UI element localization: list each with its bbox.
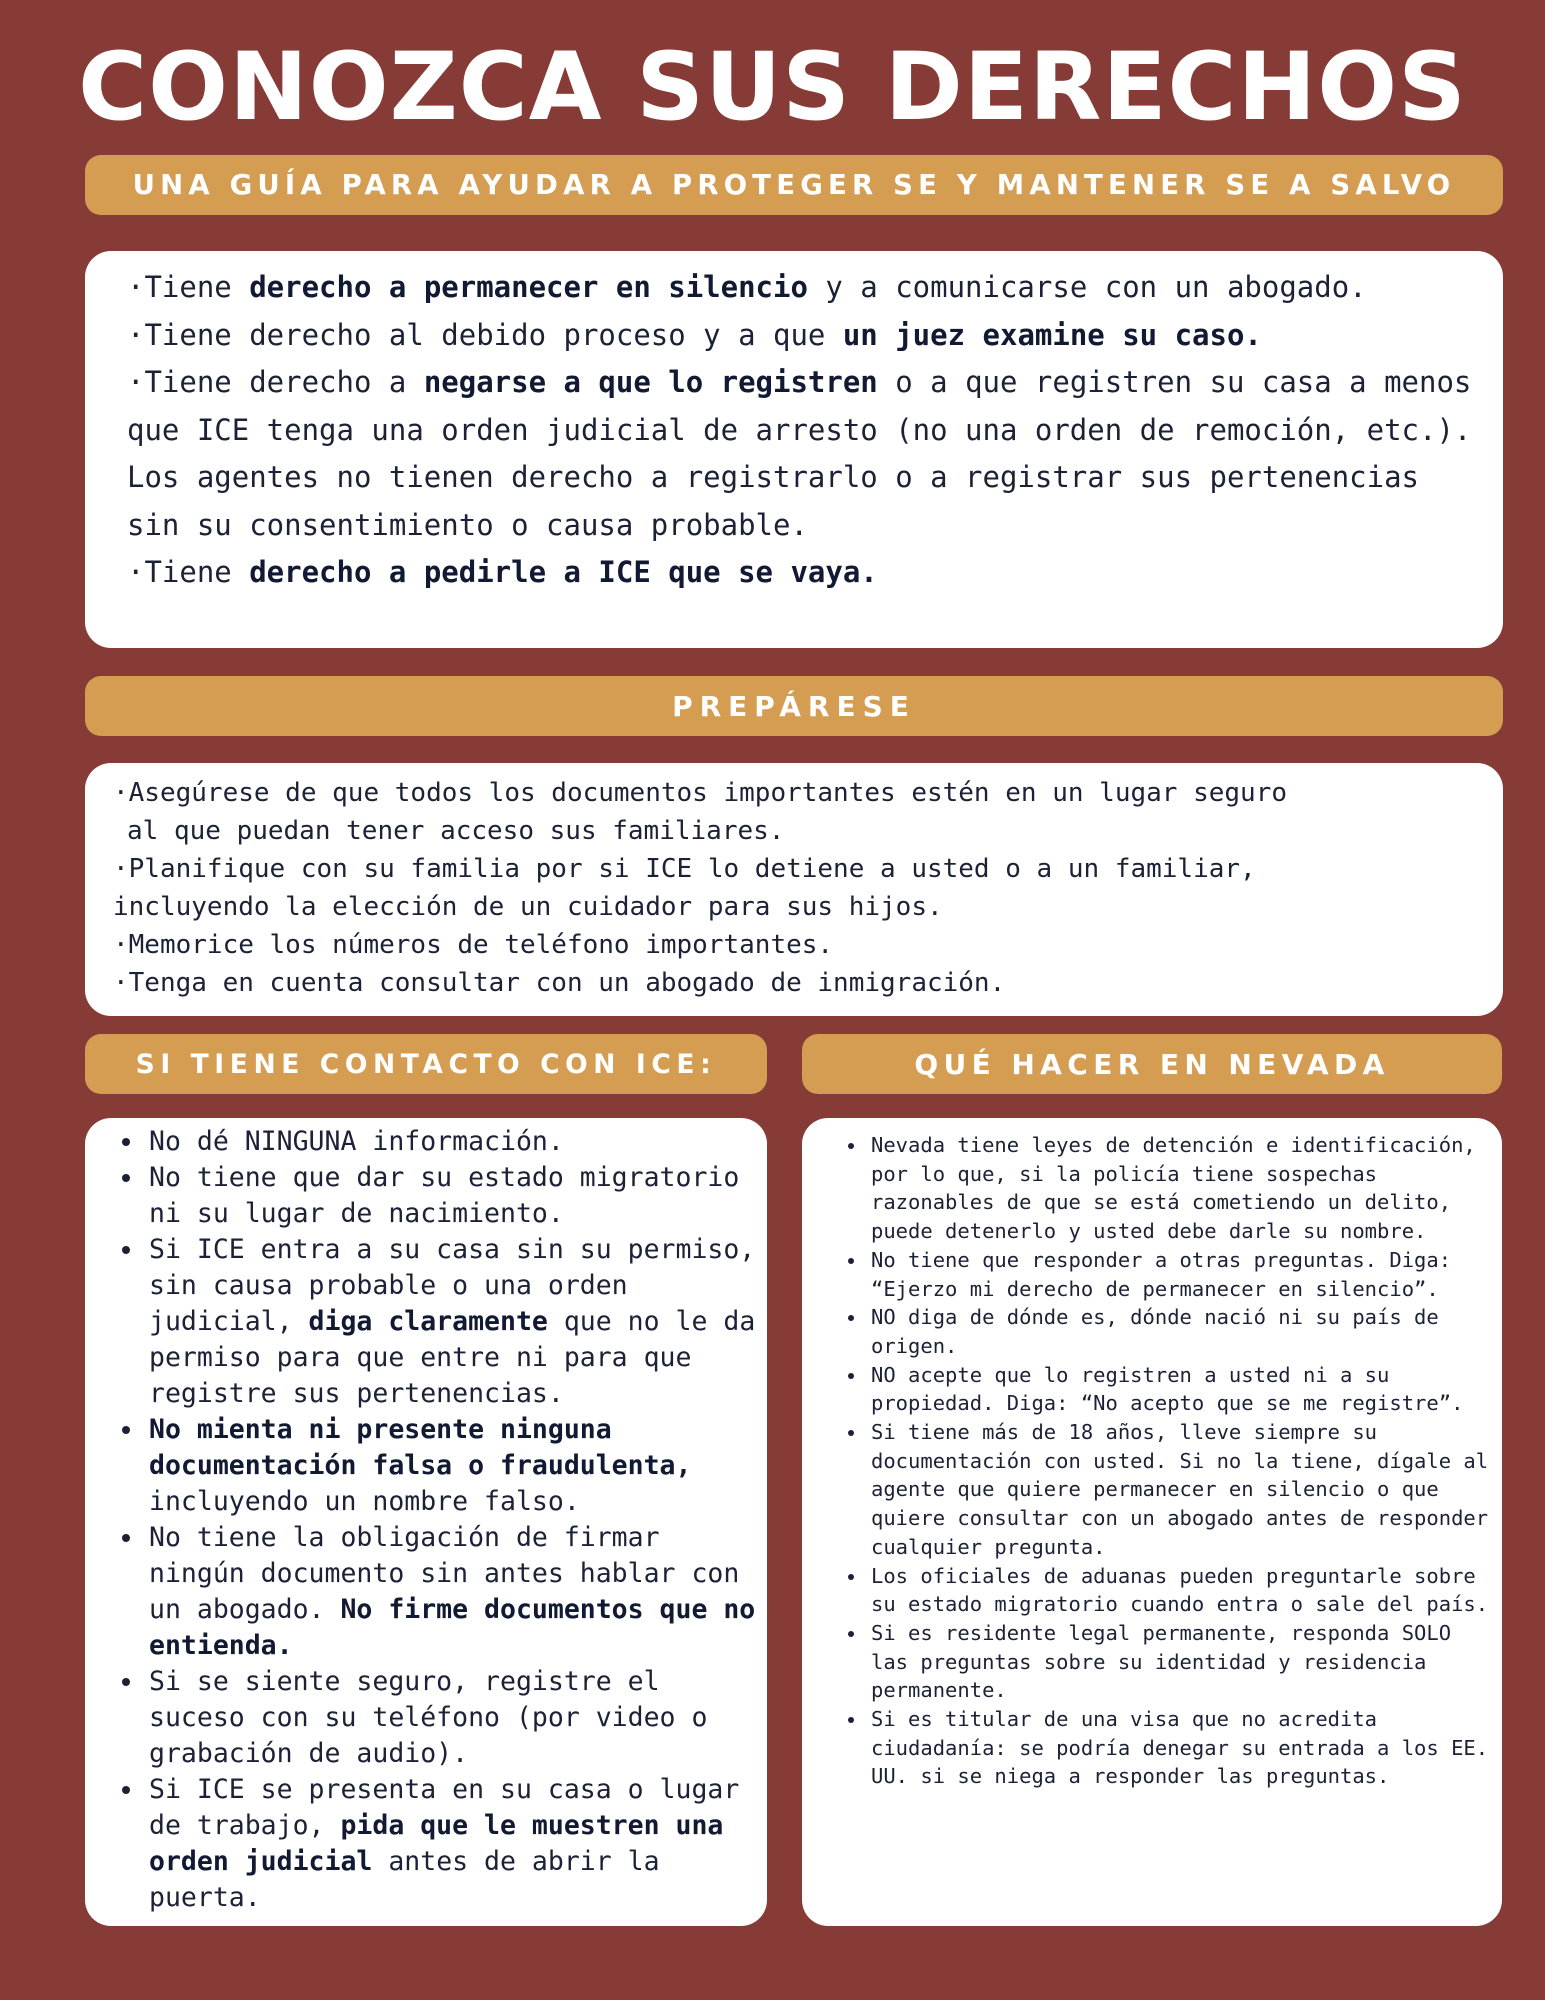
right-item: ·Tiene derecho a negarse a que lo registren o a que registren su casa a menos que ICE tenga una orden judicial de arresto (no una orden de remoción, etc.). Los agentes no tienen derecho a registrarlo o a registrar sus pertenencias sin su consentimiento o causa probable.	[127, 365, 1472, 542]
list-item: • No tiene que responder a otras preguntas. Diga: “Ejerzo mi derecho de permanecer en silencio”.	[867, 1246, 1492, 1303]
subtitle-text: UNA GUÍA PARA AYUDAR A PROTEGER SE Y MANTENER SE A SALVO	[132, 169, 1456, 201]
list-item: • Si ICE entra a su casa sin su permiso, sin causa probable o una orden judicial, diga claramente que no le da permiso para que entre ni para que registre sus pertenencias.	[145, 1232, 767, 1412]
list-item: • Nevada tiene leyes de detención e identificación, por lo que, si la policía tiene sospechas razonables de que se está cometiendo un delito, puede detenerlo y usted debe darle su nombre.	[867, 1131, 1492, 1246]
list-item: • No dé NINGUNA información.	[145, 1124, 767, 1160]
prepare-line: ·Tenga en cuenta consultar con un abogado de inmigración.	[113, 968, 1006, 998]
right-item: ·Tiene derecho a pedirle a ICE que se vaya.	[127, 555, 878, 589]
prepare-heading: PREPÁRESE	[672, 689, 916, 723]
page-title: CONOZCA SUS DERECHOS	[78, 33, 1467, 142]
prepare-line: al que puedan tener acceso sus familiares.	[127, 816, 785, 846]
contact-heading: SI TIENE CONTACTO CON ICE:	[135, 1048, 717, 1080]
contact-list	[111, 1124, 767, 1916]
right-item: ·Tiene derecho a permanecer en silencio y a comunicarse con un abogado.	[127, 270, 1367, 304]
list-item: • NO acepte que lo registren a usted ni a su propiedad. Diga: “No acepto que se me registre”.	[867, 1361, 1492, 1418]
prepare-card	[85, 763, 1503, 1016]
list-item: • No tiene la obligación de firmar ningún documento sin antes hablar con un abogado. No firme documentos que no entienda.	[145, 1520, 767, 1664]
prepare-banner	[85, 676, 1503, 736]
prepare-line: ·Asegúrese de que todos los documentos importantes estén en un lugar seguro	[113, 778, 1287, 808]
list-item: • Si es residente legal permanente, responda SOLO las preguntas sobre su identidad y residencia permanente.	[867, 1619, 1492, 1705]
rights-card	[85, 251, 1503, 648]
prepare-line: incluyendo la elección de un cuidador para sus hijos.	[113, 892, 943, 922]
subtitle-banner	[85, 155, 1503, 215]
list-item: • No mienta ni presente ninguna documentación falsa o fraudulenta, incluyendo un nombre falso.	[145, 1412, 767, 1520]
nevada-card	[802, 1118, 1502, 1926]
right-item: ·Tiene derecho al debido proceso y a que un juez examine su caso.	[127, 317, 1262, 352]
list-item: • Si es titular de una visa que no acredita ciudadanía: se podría denegar su entrada a los EE. UU. si se niega a responder las preguntas.	[867, 1705, 1492, 1791]
nevada-list	[834, 1131, 1492, 1791]
contact-banner	[85, 1034, 767, 1094]
list-item: • Los oficiales de aduanas pueden preguntarle sobre su estado migratorio cuando entra o sale del país.	[867, 1562, 1492, 1619]
list-item: • Si tiene más de 18 años, lleve siempre su documentación con usted. Si no la tiene, dígale al agente que quiere permanecer en silencio o que quiere consultar con un abogado antes de responder cualquier pregunta.	[867, 1418, 1492, 1562]
list-item: • Si se siente seguro, registre el suceso con su teléfono (por video o grabación de audio).	[145, 1664, 767, 1772]
prepare-line: ·Planifique con su familia por si ICE lo detiene a usted o a un familiar,	[113, 854, 1256, 884]
list-item: • No tiene que dar su estado migratorio ni su lugar de nacimiento.	[145, 1160, 767, 1232]
contact-card	[85, 1118, 767, 1926]
nevada-banner	[802, 1034, 1502, 1094]
nevada-heading: QUÉ HACER EN NEVADA	[914, 1047, 1390, 1081]
list-item: • NO diga de dónde es, dónde nació ni su país de origen.	[867, 1303, 1492, 1360]
prepare-line: ·Memorice los números de teléfono importantes.	[113, 930, 834, 960]
list-item: • Si ICE se presenta en su casa o lugar de trabajo, pida que le muestren una orden judicial antes de abrir la puerta.	[145, 1772, 767, 1916]
